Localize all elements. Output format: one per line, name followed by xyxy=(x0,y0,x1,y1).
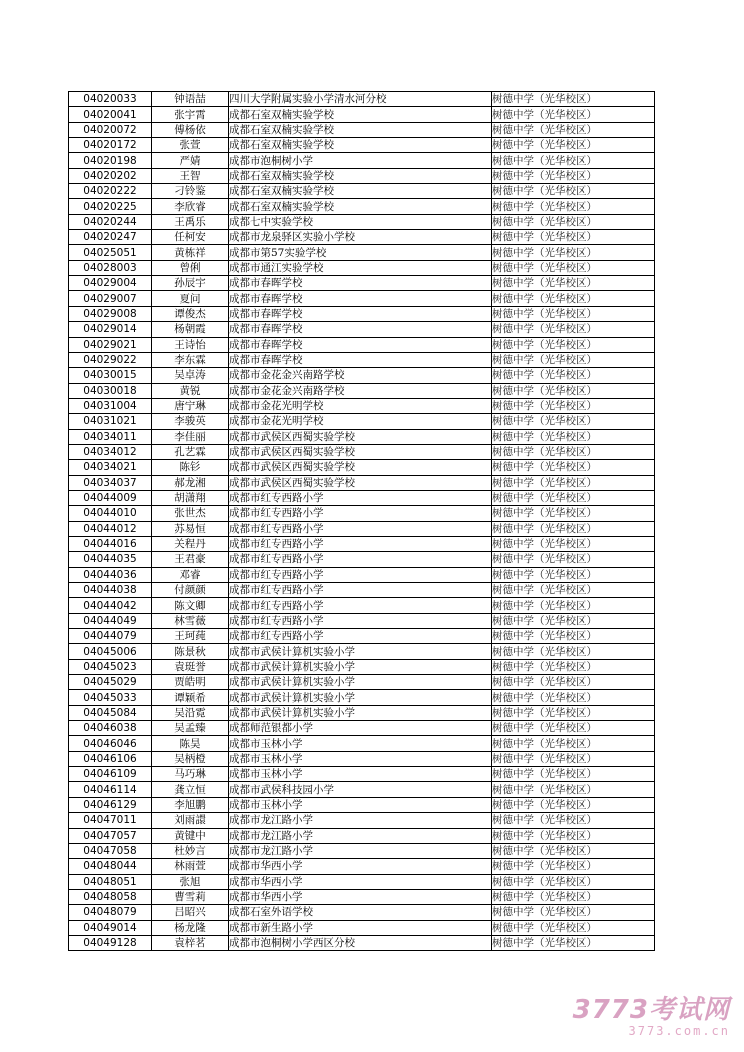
admitted-school-cell: 树德中学（光华校区） xyxy=(492,460,655,475)
admitted-school-cell: 树德中学（光华校区） xyxy=(492,644,655,659)
student-id-cell: 04029022 xyxy=(69,352,152,367)
admitted-school-cell: 树德中学（光华校区） xyxy=(492,905,655,920)
student-name-cell: 张宇霄 xyxy=(152,107,229,122)
student-name-cell: 李骏英 xyxy=(152,414,229,429)
watermark-url: 3773.com.cn xyxy=(628,1024,730,1038)
table-row xyxy=(69,92,655,107)
table-row xyxy=(69,322,655,337)
student-name-cell: 吕昭兴 xyxy=(152,905,229,920)
table-row xyxy=(69,828,655,843)
admitted-school-cell: 树德中学（光华校区） xyxy=(492,322,655,337)
school-cell: 成都石室双楠实验学校 xyxy=(229,138,492,153)
admitted-school-cell: 树德中学（光华校区） xyxy=(492,444,655,459)
student-name-cell: 谭颖希 xyxy=(152,690,229,705)
admitted-school-cell: 树德中学（光华校区） xyxy=(492,889,655,904)
school-cell: 成都市泡桐树小学西区分校 xyxy=(229,935,492,950)
admitted-school-cell: 树德中学（光华校区） xyxy=(492,828,655,843)
table-row xyxy=(69,782,655,797)
admitted-school-cell: 树德中学（光华校区） xyxy=(492,199,655,214)
student-id-cell: 04020198 xyxy=(69,153,152,168)
table-row xyxy=(69,644,655,659)
table-row xyxy=(69,905,655,920)
student-name-cell: 黄键中 xyxy=(152,828,229,843)
student-id-cell: 04046106 xyxy=(69,751,152,766)
student-id-cell: 04031021 xyxy=(69,414,152,429)
table-row xyxy=(69,843,655,858)
student-name-cell: 袁珽誉 xyxy=(152,659,229,674)
table-row xyxy=(69,659,655,674)
student-name-cell: 刁铃鉴 xyxy=(152,184,229,199)
student-id-cell: 04025051 xyxy=(69,245,152,260)
admitted-school-cell: 树德中学（光华校区） xyxy=(492,107,655,122)
table-row xyxy=(69,506,655,521)
student-id-cell: 04020247 xyxy=(69,230,152,245)
admitted-school-cell: 树德中学（光华校区） xyxy=(492,138,655,153)
student-id-cell: 04047058 xyxy=(69,843,152,858)
table-row xyxy=(69,490,655,505)
admitted-school-cell: 树德中学（光华校区） xyxy=(492,306,655,321)
admitted-school-cell: 树德中学（光华校区） xyxy=(492,751,655,766)
school-cell: 成都市金花光明学校 xyxy=(229,398,492,413)
student-name-cell: 苏易恒 xyxy=(152,521,229,536)
school-cell: 成都市春晖学校 xyxy=(229,291,492,306)
student-name-cell: 郝龙湘 xyxy=(152,475,229,490)
student-id-cell: 04047057 xyxy=(69,828,152,843)
school-cell: 成都市龙江路小学 xyxy=(229,843,492,858)
admitted-school-cell: 树德中学（光华校区） xyxy=(492,598,655,613)
student-name-cell: 李旭鹏 xyxy=(152,797,229,812)
student-name-cell: 李佳丽 xyxy=(152,429,229,444)
table-row xyxy=(69,736,655,751)
table-row xyxy=(69,767,655,782)
student-name-cell: 黄锐 xyxy=(152,383,229,398)
student-id-cell: 04028003 xyxy=(69,260,152,275)
admitted-school-cell: 树德中学（光华校区） xyxy=(492,168,655,183)
school-cell: 成都市春晖学校 xyxy=(229,306,492,321)
student-name-cell: 陈昊 xyxy=(152,736,229,751)
school-cell: 成都市红专西路小学 xyxy=(229,567,492,582)
table-row xyxy=(69,245,655,260)
school-cell: 成都市红专西路小学 xyxy=(229,613,492,628)
table-row xyxy=(69,567,655,582)
school-cell: 成都市红专西路小学 xyxy=(229,598,492,613)
table-row xyxy=(69,751,655,766)
student-id-cell: 04045023 xyxy=(69,659,152,674)
student-name-cell: 刘雨譞 xyxy=(152,813,229,828)
watermark-logo: 3773考试网 xyxy=(572,995,730,1025)
school-cell: 成都市武侯区西蜀实验学校 xyxy=(229,429,492,444)
student-name-cell: 王君豪 xyxy=(152,552,229,567)
school-cell: 成都石室双楠实验学校 xyxy=(229,199,492,214)
table-row xyxy=(69,705,655,720)
student-id-cell: 04044079 xyxy=(69,629,152,644)
student-name-cell: 张旭 xyxy=(152,874,229,889)
school-cell: 成都市玉林小学 xyxy=(229,736,492,751)
school-cell: 成都市红专西路小学 xyxy=(229,552,492,567)
student-name-cell: 任柯安 xyxy=(152,230,229,245)
student-id-cell: 04020033 xyxy=(69,92,152,107)
admitted-school-cell: 树德中学（光华校区） xyxy=(492,552,655,567)
student-id-cell: 04034011 xyxy=(69,429,152,444)
student-name-cell: 杜妙言 xyxy=(152,843,229,858)
table-row xyxy=(69,690,655,705)
table-row xyxy=(69,337,655,352)
school-cell: 成都七中实验学校 xyxy=(229,214,492,229)
student-name-cell: 王诗怡 xyxy=(152,337,229,352)
student-name-cell: 陈钐 xyxy=(152,460,229,475)
admitted-school-cell: 树德中学（光华校区） xyxy=(492,782,655,797)
student-name-cell: 林雨萱 xyxy=(152,859,229,874)
table-row xyxy=(69,168,655,183)
student-id-cell: 04048051 xyxy=(69,874,152,889)
student-id-cell: 04045033 xyxy=(69,690,152,705)
school-cell: 成都市玉林小学 xyxy=(229,751,492,766)
table-row xyxy=(69,383,655,398)
student-id-cell: 04044042 xyxy=(69,598,152,613)
school-cell: 成都市春晖学校 xyxy=(229,322,492,337)
student-name-cell: 曾俐 xyxy=(152,260,229,275)
student-id-cell: 04045006 xyxy=(69,644,152,659)
table-row xyxy=(69,429,655,444)
school-cell: 成都市泡桐树小学 xyxy=(229,153,492,168)
admitted-school-cell: 树德中学（光华校区） xyxy=(492,153,655,168)
student-id-cell: 04044049 xyxy=(69,613,152,628)
table-row xyxy=(69,184,655,199)
admitted-school-cell: 树德中学（光华校区） xyxy=(492,291,655,306)
student-id-cell: 04048058 xyxy=(69,889,152,904)
table-row xyxy=(69,260,655,275)
admitted-school-cell: 树德中学（光华校区） xyxy=(492,690,655,705)
table-row xyxy=(69,414,655,429)
table-row xyxy=(69,444,655,459)
student-name-cell: 王珂莼 xyxy=(152,629,229,644)
admitted-school-cell: 树德中学（光华校区） xyxy=(492,506,655,521)
school-cell: 成都市武侯计算机实验小学 xyxy=(229,690,492,705)
student-name-cell: 唐宁琳 xyxy=(152,398,229,413)
student-id-cell: 04045084 xyxy=(69,705,152,720)
student-name-cell: 夏问 xyxy=(152,291,229,306)
student-id-cell: 04044010 xyxy=(69,506,152,521)
table-row xyxy=(69,368,655,383)
admitted-school-cell: 树德中学（光华校区） xyxy=(492,337,655,352)
admitted-school-cell: 树德中学（光华校区） xyxy=(492,490,655,505)
student-name-cell: 孙辰宇 xyxy=(152,276,229,291)
student-id-cell: 04046109 xyxy=(69,767,152,782)
admitted-school-cell: 树德中学（光华校区） xyxy=(492,276,655,291)
school-cell: 成都石室双楠实验学校 xyxy=(229,184,492,199)
table-row xyxy=(69,920,655,935)
student-name-cell: 关程丹 xyxy=(152,536,229,551)
school-cell: 成都市红专西路小学 xyxy=(229,521,492,536)
school-cell: 成都市龙江路小学 xyxy=(229,813,492,828)
admitted-school-cell: 树德中学（光华校区） xyxy=(492,352,655,367)
student-id-cell: 04046114 xyxy=(69,782,152,797)
student-name-cell: 钟语喆 xyxy=(152,92,229,107)
admitted-school-cell: 树德中学（光华校区） xyxy=(492,705,655,720)
student-id-cell: 04045029 xyxy=(69,675,152,690)
student-id-cell: 04020244 xyxy=(69,214,152,229)
student-name-cell: 吴沿霓 xyxy=(152,705,229,720)
student-name-cell: 贾皓明 xyxy=(152,675,229,690)
school-cell: 成都市通江实验学校 xyxy=(229,260,492,275)
school-cell: 成都市玉林小学 xyxy=(229,797,492,812)
table-row xyxy=(69,276,655,291)
school-cell: 成都市金花金兴南路学校 xyxy=(229,383,492,398)
admitted-school-cell: 树德中学（光华校区） xyxy=(492,214,655,229)
school-cell: 成都市玉林小学 xyxy=(229,767,492,782)
student-name-cell: 张世杰 xyxy=(152,506,229,521)
table-row xyxy=(69,475,655,490)
school-cell: 成都市华西小学 xyxy=(229,859,492,874)
admitted-school-cell: 树德中学（光华校区） xyxy=(492,122,655,137)
school-cell: 成都市红专西路小学 xyxy=(229,490,492,505)
student-name-cell: 邓睿 xyxy=(152,567,229,582)
table-row xyxy=(69,153,655,168)
admitted-school-cell: 树德中学（光华校区） xyxy=(492,721,655,736)
school-cell: 成都市新生路小学 xyxy=(229,920,492,935)
admitted-school-cell: 树德中学（光华校区） xyxy=(492,874,655,889)
school-cell: 成都市武侯计算机实验小学 xyxy=(229,644,492,659)
admitted-school-cell: 树德中学（光华校区） xyxy=(492,659,655,674)
admitted-school-cell: 树德中学（光华校区） xyxy=(492,767,655,782)
admitted-school-cell: 树德中学（光华校区） xyxy=(492,583,655,598)
school-cell: 成都市华西小学 xyxy=(229,874,492,889)
school-cell: 成都市武侯计算机实验小学 xyxy=(229,705,492,720)
student-name-cell: 吴柄橙 xyxy=(152,751,229,766)
student-id-cell: 04046038 xyxy=(69,721,152,736)
school-cell: 成都市武侯计算机实验小学 xyxy=(229,675,492,690)
table-row xyxy=(69,306,655,321)
student-name-cell: 龚立恒 xyxy=(152,782,229,797)
student-id-cell: 04034012 xyxy=(69,444,152,459)
admission-table-body xyxy=(69,92,655,951)
student-name-cell: 孔艺霖 xyxy=(152,444,229,459)
table-row xyxy=(69,583,655,598)
admitted-school-cell: 树德中学（光华校区） xyxy=(492,613,655,628)
student-name-cell: 陈景秋 xyxy=(152,644,229,659)
student-id-cell: 04044035 xyxy=(69,552,152,567)
table-row xyxy=(69,935,655,950)
admitted-school-cell: 树德中学（光华校区） xyxy=(492,521,655,536)
school-cell: 成都市龙江路小学 xyxy=(229,828,492,843)
school-cell: 四川大学附属实验小学清水河分校 xyxy=(229,92,492,107)
table-row xyxy=(69,675,655,690)
table-row xyxy=(69,230,655,245)
table-row xyxy=(69,122,655,137)
admitted-school-cell: 树德中学（光华校区） xyxy=(492,935,655,950)
student-id-cell: 04044012 xyxy=(69,521,152,536)
student-id-cell: 04029007 xyxy=(69,291,152,306)
school-cell: 成都市金花光明学校 xyxy=(229,414,492,429)
student-id-cell: 04031004 xyxy=(69,398,152,413)
admitted-school-cell: 树德中学（光华校区） xyxy=(492,629,655,644)
admission-table xyxy=(68,91,655,951)
student-name-cell: 曹雪莉 xyxy=(152,889,229,904)
student-id-cell: 04029021 xyxy=(69,337,152,352)
table-row xyxy=(69,107,655,122)
admitted-school-cell: 树德中学（光华校区） xyxy=(492,429,655,444)
student-name-cell: 袁梓茗 xyxy=(152,935,229,950)
site-watermark xyxy=(570,996,730,1038)
table-row xyxy=(69,889,655,904)
student-name-cell: 严婧 xyxy=(152,153,229,168)
student-id-cell: 04047011 xyxy=(69,813,152,828)
student-id-cell: 04048079 xyxy=(69,905,152,920)
school-cell: 成都市红专西路小学 xyxy=(229,536,492,551)
school-cell: 成都石室双楠实验学校 xyxy=(229,168,492,183)
school-cell: 成都市红专西路小学 xyxy=(229,506,492,521)
student-id-cell: 04020222 xyxy=(69,184,152,199)
student-id-cell: 04049128 xyxy=(69,935,152,950)
school-cell: 成都市红专西路小学 xyxy=(229,629,492,644)
school-cell: 成都市武侯区西蜀实验学校 xyxy=(229,444,492,459)
admitted-school-cell: 树德中学（光华校区） xyxy=(492,797,655,812)
table-row xyxy=(69,598,655,613)
student-id-cell: 04044009 xyxy=(69,490,152,505)
student-id-cell: 04029014 xyxy=(69,322,152,337)
student-name-cell: 杨朝霞 xyxy=(152,322,229,337)
school-cell: 成都石室双楠实验学校 xyxy=(229,122,492,137)
table-row xyxy=(69,797,655,812)
student-name-cell: 马巧琳 xyxy=(152,767,229,782)
admitted-school-cell: 树德中学（光华校区） xyxy=(492,675,655,690)
table-row xyxy=(69,536,655,551)
student-name-cell: 吴卓涛 xyxy=(152,368,229,383)
admitted-school-cell: 树德中学（光华校区） xyxy=(492,536,655,551)
student-name-cell: 胡潇翔 xyxy=(152,490,229,505)
admitted-school-cell: 树德中学（光华校区） xyxy=(492,92,655,107)
admitted-school-cell: 树德中学（光华校区） xyxy=(492,736,655,751)
student-id-cell: 04030015 xyxy=(69,368,152,383)
student-id-cell: 04046129 xyxy=(69,797,152,812)
admitted-school-cell: 树德中学（光华校区） xyxy=(492,184,655,199)
table-row xyxy=(69,813,655,828)
school-cell: 成都市春晖学校 xyxy=(229,276,492,291)
table-row xyxy=(69,521,655,536)
student-name-cell: 付颜颜 xyxy=(152,583,229,598)
table-row xyxy=(69,874,655,889)
table-row xyxy=(69,291,655,306)
student-name-cell: 陈文卿 xyxy=(152,598,229,613)
student-id-cell: 04029004 xyxy=(69,276,152,291)
student-name-cell: 林雪薇 xyxy=(152,613,229,628)
admitted-school-cell: 树德中学（光华校区） xyxy=(492,859,655,874)
student-name-cell: 黄栋祥 xyxy=(152,245,229,260)
school-cell: 成都市金花金兴南路学校 xyxy=(229,368,492,383)
student-name-cell: 傅杨依 xyxy=(152,122,229,137)
admitted-school-cell: 树德中学（光华校区） xyxy=(492,260,655,275)
school-cell: 成都市春晖学校 xyxy=(229,352,492,367)
school-cell: 成都石室双楠实验学校 xyxy=(229,107,492,122)
admitted-school-cell: 树德中学（光华校区） xyxy=(492,843,655,858)
table-row xyxy=(69,398,655,413)
admitted-school-cell: 树德中学（光华校区） xyxy=(492,383,655,398)
table-row xyxy=(69,352,655,367)
school-cell: 成都市武侯区西蜀实验学校 xyxy=(229,475,492,490)
student-id-cell: 04020072 xyxy=(69,122,152,137)
school-cell: 成都市华西小学 xyxy=(229,889,492,904)
student-id-cell: 04046046 xyxy=(69,736,152,751)
admitted-school-cell: 树德中学（光华校区） xyxy=(492,414,655,429)
admitted-school-cell: 树德中学（光华校区） xyxy=(492,230,655,245)
table-row xyxy=(69,460,655,475)
student-name-cell: 张萱 xyxy=(152,138,229,153)
school-cell: 成都市武侯区西蜀实验学校 xyxy=(229,460,492,475)
student-id-cell: 04044016 xyxy=(69,536,152,551)
student-id-cell: 04044038 xyxy=(69,583,152,598)
admitted-school-cell: 树德中学（光华校区） xyxy=(492,398,655,413)
student-id-cell: 04049014 xyxy=(69,920,152,935)
student-id-cell: 04029008 xyxy=(69,306,152,321)
table-row xyxy=(69,859,655,874)
table-row xyxy=(69,214,655,229)
student-id-cell: 04020172 xyxy=(69,138,152,153)
student-id-cell: 04020225 xyxy=(69,199,152,214)
student-id-cell: 04048044 xyxy=(69,859,152,874)
admitted-school-cell: 树德中学（光华校区） xyxy=(492,368,655,383)
school-cell: 成都市武侯科技园小学 xyxy=(229,782,492,797)
school-cell: 成都市龙泉驿区实验小学校 xyxy=(229,230,492,245)
student-name-cell: 杨龙隆 xyxy=(152,920,229,935)
school-cell: 成都师范银都小学 xyxy=(229,721,492,736)
table-row xyxy=(69,138,655,153)
school-cell: 成都石室外语学校 xyxy=(229,905,492,920)
student-id-cell: 04030018 xyxy=(69,383,152,398)
school-cell: 成都市春晖学校 xyxy=(229,337,492,352)
student-name-cell: 李欣睿 xyxy=(152,199,229,214)
table-row xyxy=(69,629,655,644)
student-id-cell: 04034037 xyxy=(69,475,152,490)
student-name-cell: 谭俊杰 xyxy=(152,306,229,321)
student-name-cell: 李东霖 xyxy=(152,352,229,367)
admitted-school-cell: 树德中学（光华校区） xyxy=(492,245,655,260)
table-row xyxy=(69,613,655,628)
school-cell: 成都市红专西路小学 xyxy=(229,583,492,598)
student-id-cell: 04044036 xyxy=(69,567,152,582)
student-name-cell: 王智 xyxy=(152,168,229,183)
admitted-school-cell: 树德中学（光华校区） xyxy=(492,567,655,582)
admitted-school-cell: 树德中学（光华校区） xyxy=(492,813,655,828)
table-row xyxy=(69,721,655,736)
school-cell: 成都市武侯计算机实验小学 xyxy=(229,659,492,674)
student-id-cell: 04020041 xyxy=(69,107,152,122)
student-name-cell: 吴孟臻 xyxy=(152,721,229,736)
student-name-cell: 王禹乐 xyxy=(152,214,229,229)
school-cell: 成都市第57实验学校 xyxy=(229,245,492,260)
student-id-cell: 04020202 xyxy=(69,168,152,183)
admitted-school-cell: 树德中学（光华校区） xyxy=(492,920,655,935)
admitted-school-cell: 树德中学（光华校区） xyxy=(492,475,655,490)
table-row xyxy=(69,199,655,214)
table-row xyxy=(69,552,655,567)
student-id-cell: 04034021 xyxy=(69,460,152,475)
